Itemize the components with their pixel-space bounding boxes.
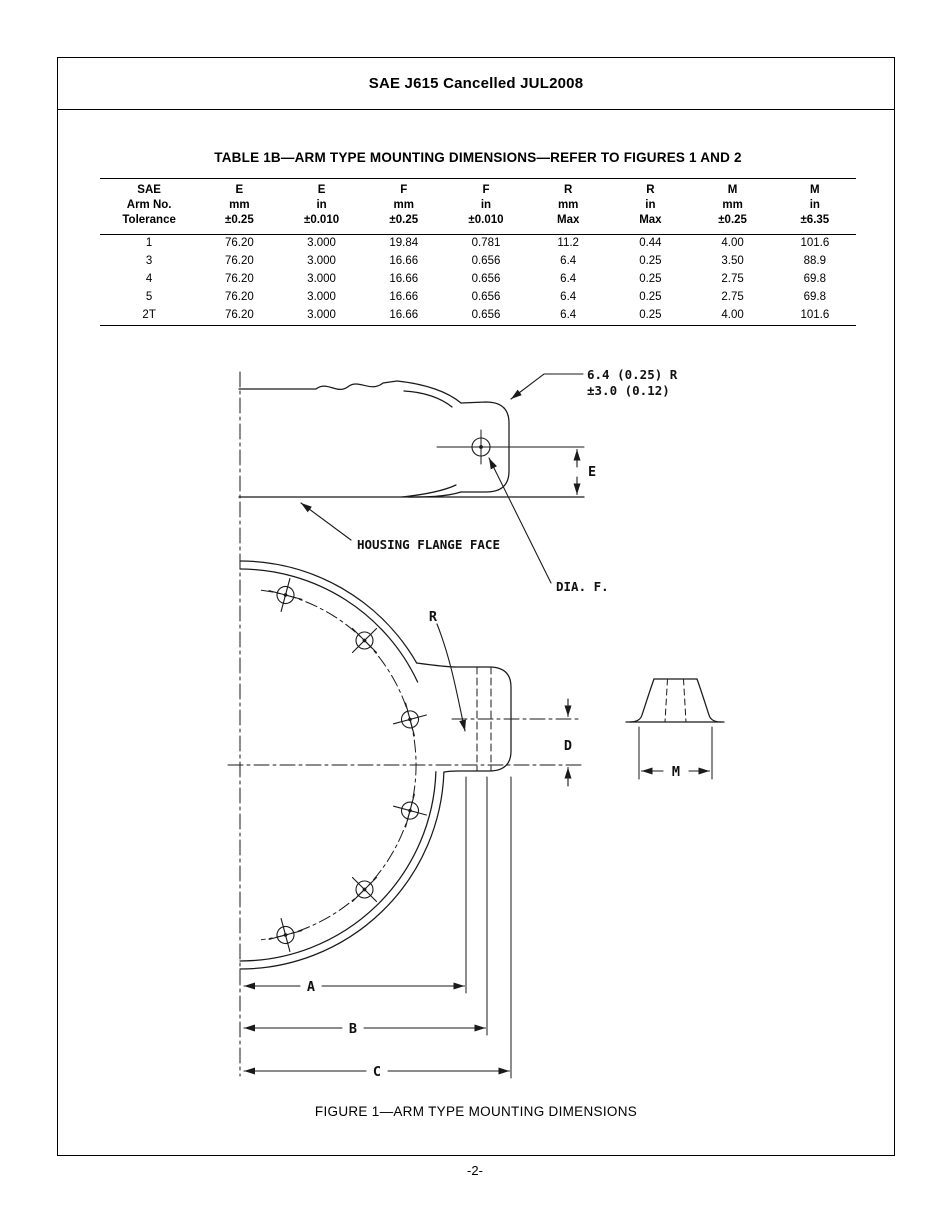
table-row — [100, 289, 856, 307]
table-cell: 0.656 — [471, 255, 501, 268]
table-cell: 16.66 — [363, 307, 445, 326]
column-header: F mm ±0.25 — [389, 184, 419, 227]
table-cell: 3.000 — [280, 307, 362, 326]
table-title: TABLE 1B—ARM TYPE MOUNTING DIMENSIONS—REFER TO FIGURES 1 AND 2 — [214, 150, 742, 165]
table-cell: 76.20 — [224, 237, 254, 250]
table-cell: 0.781 — [471, 237, 501, 250]
table-cell: 3.000 — [307, 237, 336, 250]
table-cell: 3.000 — [307, 273, 336, 286]
table-row — [100, 253, 856, 271]
figure-caption: FIGURE 1—ARM TYPE MOUNTING DIMENSIONS — [314, 1104, 638, 1119]
column-header: M mm ±0.25 — [718, 184, 747, 227]
table-cell: 4 — [145, 273, 153, 286]
table-cell: 1 — [145, 237, 153, 250]
table-cell: 11.2 — [557, 237, 579, 250]
housing-flange-face-label: HOUSING FLANGE FACE — [357, 537, 500, 552]
table-cell: 16.66 — [389, 291, 419, 304]
table-cell: 101.6 — [800, 237, 830, 250]
column-header: F in ±0.010 — [468, 184, 504, 227]
table-cell: 0.656 — [445, 307, 527, 326]
table-cell: 16.66 — [389, 255, 419, 268]
table-cell: 76.20 — [224, 291, 254, 304]
column-header: E mm ±0.25 — [225, 184, 254, 227]
column-header: E in ±0.010 — [304, 184, 340, 227]
label-a: A — [306, 979, 316, 995]
table-cell: 0.656 — [471, 273, 501, 286]
table-cell: 0.25 — [609, 307, 691, 326]
column-header: SAE Arm No. Tolerance — [122, 184, 176, 227]
table-cell: 3.50 — [721, 255, 744, 268]
table-cell: 16.66 — [389, 273, 419, 286]
radius-note-line1: 6.4 (0.25) R — [587, 367, 678, 382]
table-cell: 76.20 — [224, 255, 254, 268]
table-cell: 0.25 — [639, 255, 662, 268]
table-header-row — [100, 179, 856, 235]
label-d: D — [563, 738, 573, 754]
label-c: C — [372, 1064, 382, 1080]
table-cell: 2.75 — [721, 273, 744, 286]
table-cell: 6.4 — [527, 307, 609, 326]
column-header: R in Max — [639, 184, 662, 227]
table-cell: 3.000 — [307, 255, 336, 268]
table-cell: 5 — [145, 291, 153, 304]
table-cell: 3 — [145, 255, 153, 268]
label-e: E — [588, 464, 597, 480]
table-cell: 0.25 — [639, 291, 662, 304]
table-cell: 6.4 — [560, 255, 577, 268]
arm-dimensions-table — [100, 178, 856, 326]
table-cell: 6.4 — [560, 291, 577, 304]
table-row — [100, 307, 856, 326]
column-header: M in ±6.35 — [800, 184, 830, 227]
table-cell: 101.6 — [774, 307, 856, 326]
label-m: M — [671, 764, 681, 780]
dia-f-label: DIA. F. — [556, 579, 609, 594]
table-cell: 69.8 — [803, 273, 827, 286]
table-row — [100, 234, 856, 253]
column-header: R mm Max — [556, 184, 580, 227]
table-cell: 76.20 — [224, 273, 254, 286]
label-r: R — [428, 609, 438, 625]
document-header-box — [57, 57, 895, 110]
table-body — [100, 234, 856, 325]
table-cell: 4.00 — [721, 237, 744, 250]
table-cell: 19.84 — [389, 237, 419, 250]
label-b: B — [348, 1021, 358, 1037]
radius-note-line2: ±3.0 (0.12) — [587, 383, 670, 398]
page-number: -2- — [467, 1163, 483, 1178]
table-cell: 0.25 — [639, 273, 662, 286]
table-cell: 0.44 — [639, 237, 662, 250]
table-cell: 88.9 — [803, 255, 827, 268]
table-cell: 2.75 — [721, 291, 744, 304]
table-cell: 2T — [100, 307, 198, 326]
table-cell: 76.20 — [198, 307, 280, 326]
document-title: SAE J615 Cancelled JUL2008 — [368, 75, 584, 92]
table-row — [100, 271, 856, 289]
table-cell: 0.656 — [471, 291, 501, 304]
table-cell: 3.000 — [307, 291, 336, 304]
table-cell: 4.00 — [691, 307, 773, 326]
table-cell: 6.4 — [560, 273, 577, 286]
dimension-table-section — [100, 150, 856, 326]
table-cell: 69.8 — [803, 291, 827, 304]
